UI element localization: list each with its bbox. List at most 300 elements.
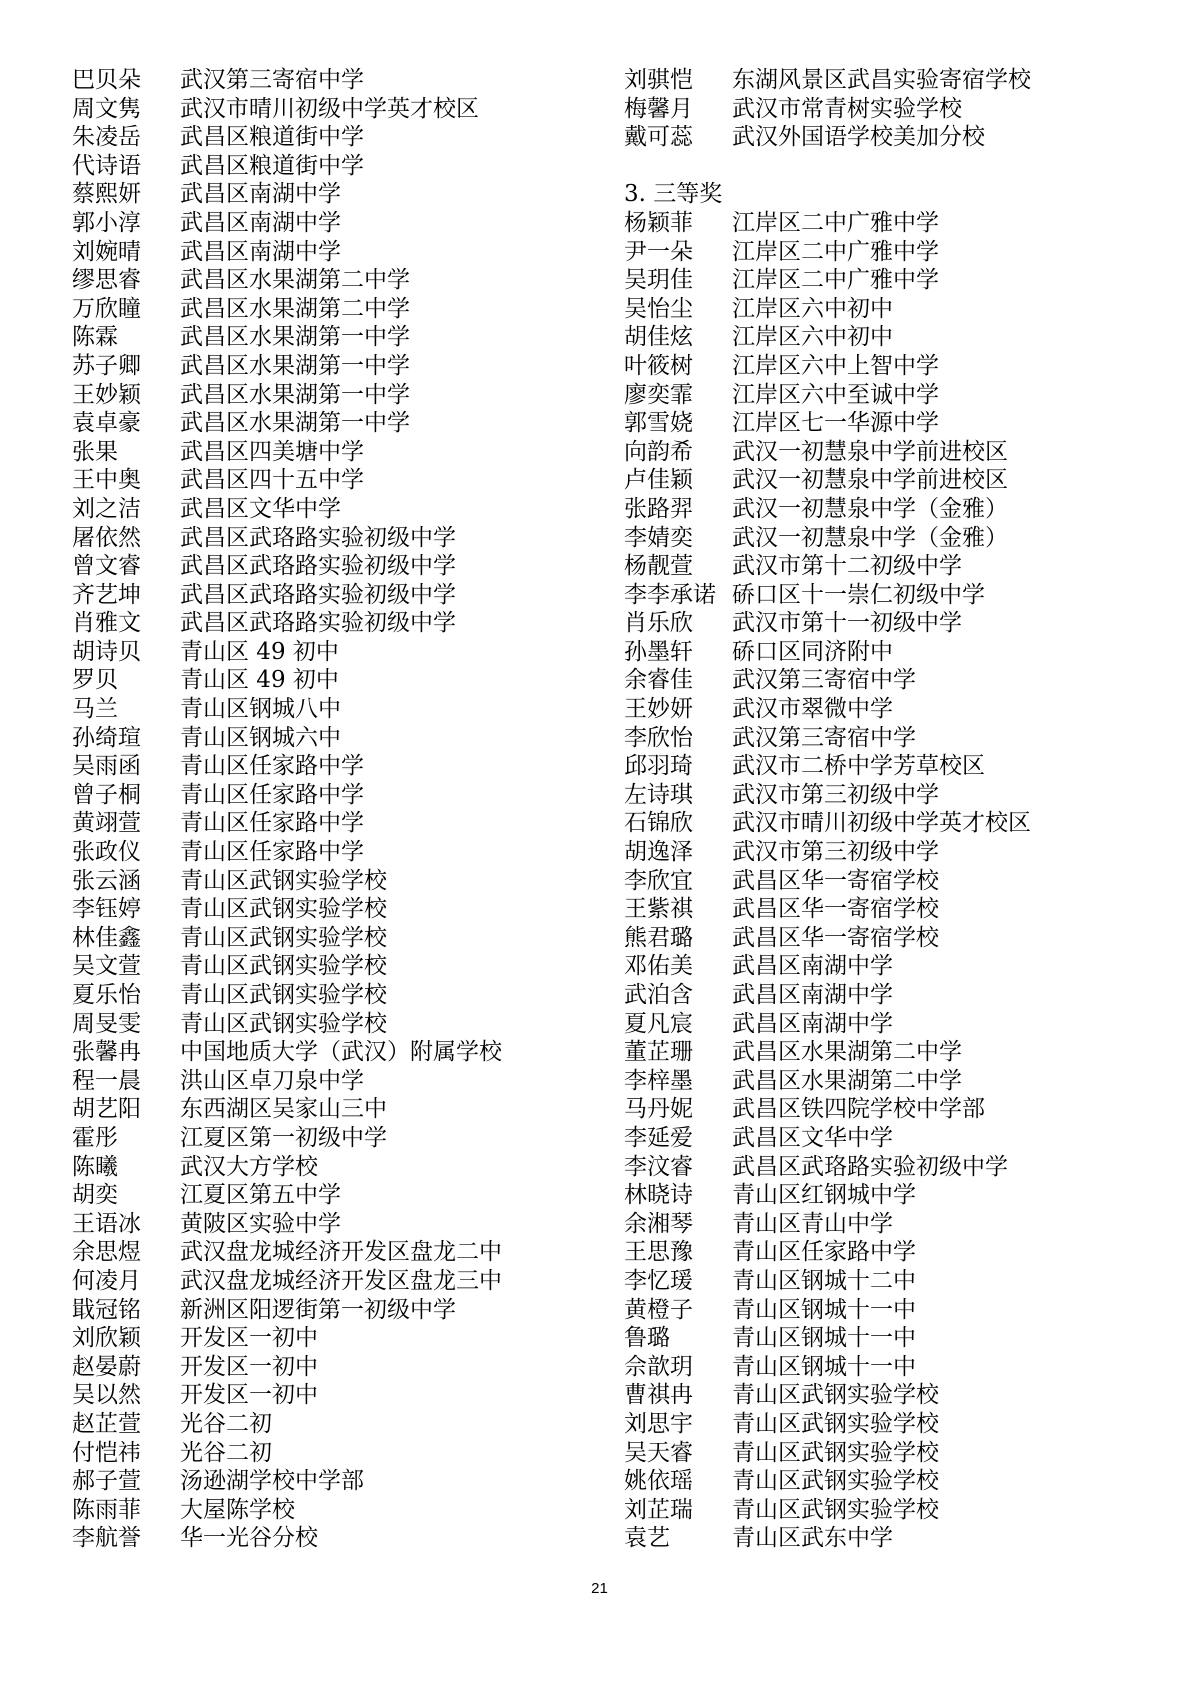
list-item — [624, 952, 1144, 981]
student-name: 林佳鑫 — [72, 924, 141, 951]
list-item — [72, 752, 572, 781]
student-name: 胡逸泽 — [624, 839, 693, 866]
list-item — [624, 1524, 1144, 1553]
school-name: 江岸区六中初中 — [732, 295, 893, 322]
student-name: 杨颖菲 — [624, 209, 693, 236]
school-name: 武汉大方学校 — [180, 1153, 318, 1180]
school-name: 青山区任家路中学 — [180, 839, 364, 866]
list-item — [624, 1381, 1144, 1410]
student-name: 夏乐怡 — [72, 982, 141, 1008]
list-item — [624, 238, 1144, 267]
left-column — [72, 66, 572, 1553]
student-name: 左诗琪 — [624, 781, 693, 808]
list-item — [72, 981, 572, 1010]
school-name: 武昌区四十五中学 — [180, 467, 364, 494]
student-name: 赵芷萱 — [72, 1410, 141, 1437]
school-name: 武昌区文华中学 — [732, 1124, 893, 1151]
student-name: 郭雪娆 — [624, 410, 693, 437]
school-name: 青山区武钢实验学校 — [180, 982, 387, 1008]
school-name: 青山区钢城十一中 — [732, 1325, 916, 1352]
student-name: 胡诗贝 — [72, 638, 141, 665]
school-name: 开发区一初中 — [180, 1353, 318, 1380]
list-item — [72, 266, 572, 295]
list-item — [72, 781, 572, 810]
student-name: 余湘琴 — [624, 1210, 693, 1237]
third-prize-list — [624, 209, 1144, 1553]
list-item — [72, 581, 572, 610]
list-item — [72, 695, 572, 724]
list-item — [72, 609, 572, 638]
school-name: 武汉市晴川初级中学英才校区 — [180, 95, 479, 122]
list-item — [624, 466, 1144, 495]
student-name: 石锦欣 — [624, 810, 693, 837]
student-name: 万欣瞳 — [72, 295, 141, 322]
section-gap — [624, 152, 1144, 181]
school-name: 青山区武东中学 — [732, 1525, 893, 1552]
school-name: 武昌区水果湖第一中学 — [180, 381, 410, 408]
list-item — [72, 1496, 572, 1525]
school-name: 武汉第三寄宿中学 — [180, 67, 364, 93]
student-name: 曾子桐 — [72, 781, 141, 808]
student-name: 尹一朵 — [624, 238, 693, 265]
school-name: 开发区一初中 — [180, 1382, 318, 1409]
list-item — [624, 752, 1144, 781]
school-name: 武汉盘龙城经济开发区盘龙二中 — [180, 1239, 502, 1266]
student-name: 李航誉 — [72, 1525, 141, 1552]
student-name: 孙绮瑄 — [72, 724, 141, 751]
school-name: 青山区武钢实验学校 — [732, 1468, 939, 1495]
school-name: 青山区武钢实验学校 — [732, 1410, 939, 1437]
school-name: 青山区武钢实验学校 — [180, 924, 387, 951]
list-item — [624, 609, 1144, 638]
school-name: 汤逊湖学校中学部 — [180, 1468, 364, 1495]
school-name: 青山区钢城八中 — [180, 696, 341, 723]
school-name: 江岸区六中初中 — [732, 324, 893, 351]
school-name: 青山区 49 初中 — [180, 667, 339, 694]
list-item — [624, 266, 1144, 295]
list-item — [624, 295, 1144, 324]
student-name: 罗贝 — [72, 667, 118, 694]
student-name: 王中奥 — [72, 467, 141, 494]
list-item — [72, 524, 572, 553]
student-name: 刘欣颖 — [72, 1325, 141, 1352]
list-item — [72, 152, 572, 181]
school-name: 武汉市第十二初级中学 — [732, 553, 962, 580]
right-top-list — [624, 66, 1144, 152]
list-item — [624, 323, 1144, 352]
school-name: 江岸区七一华源中学 — [732, 410, 939, 437]
school-name: 江岸区二中广雅中学 — [732, 238, 939, 265]
list-item — [624, 438, 1144, 467]
school-name: 光谷二初 — [180, 1410, 272, 1437]
school-name: 青山区钢城十一中 — [732, 1353, 916, 1380]
student-name: 屠依然 — [72, 524, 141, 551]
list-item — [72, 295, 572, 324]
student-name: 吴以然 — [72, 1382, 141, 1409]
list-item — [72, 123, 572, 152]
list-item — [624, 1238, 1144, 1267]
student-name: 袁卓豪 — [72, 410, 141, 437]
student-name: 胡艺阳 — [72, 1096, 141, 1123]
school-name: 武汉一初慧泉中学（金雅） — [732, 495, 1008, 522]
student-name: 林晓诗 — [624, 1182, 693, 1209]
student-name: 刘之洁 — [72, 495, 141, 522]
school-name: 洪山区卓刀泉中学 — [180, 1067, 364, 1094]
school-name: 武汉市晴川初级中学英才校区 — [732, 810, 1031, 837]
school-name: 青山区青山中学 — [732, 1210, 893, 1237]
student-name: 李欣怡 — [624, 724, 693, 751]
school-name: 中国地质大学（武汉）附属学校 — [180, 1039, 502, 1066]
list-item — [624, 495, 1144, 524]
student-name: 曾文睿 — [72, 553, 141, 580]
list-item — [72, 1353, 572, 1382]
school-name: 东西湖区吴家山三中 — [180, 1096, 387, 1123]
school-name: 武昌区南湖中学 — [732, 982, 893, 1008]
student-name: 蔡熙妍 — [72, 181, 141, 208]
list-item — [72, 1181, 572, 1210]
school-name: 武昌区水果湖第一中学 — [180, 324, 410, 351]
list-item — [624, 1353, 1144, 1382]
list-item — [624, 924, 1144, 953]
list-item — [72, 381, 572, 410]
school-name: 武昌区水果湖第二中学 — [180, 267, 410, 294]
list-item — [624, 581, 1144, 610]
school-name: 武汉市第三初级中学 — [732, 781, 939, 808]
list-item — [72, 1410, 572, 1439]
school-name: 青山区任家路中学 — [180, 810, 364, 837]
list-item — [72, 895, 572, 924]
student-name: 霍彤 — [72, 1124, 118, 1151]
list-item — [624, 1010, 1144, 1039]
list-item — [72, 352, 572, 381]
school-name: 青山区钢城六中 — [180, 724, 341, 751]
school-name: 武汉一初慧泉中学前进校区 — [732, 438, 1008, 465]
student-name: 苏子卿 — [72, 352, 141, 379]
list-item — [72, 952, 572, 981]
student-name: 陈霖 — [72, 324, 118, 351]
student-name: 赵晏蔚 — [72, 1353, 141, 1380]
student-name: 李钰婷 — [72, 896, 141, 923]
student-name: 吴文萱 — [72, 953, 141, 980]
student-name: 郝子萱 — [72, 1468, 141, 1495]
school-name: 武昌区武珞路实验初级中学 — [180, 524, 456, 551]
list-item — [72, 666, 572, 695]
student-name: 向韵希 — [624, 438, 693, 465]
student-name: 鲁璐 — [624, 1325, 670, 1352]
list-item — [72, 1067, 572, 1096]
school-name: 武汉市第三初级中学 — [732, 839, 939, 866]
school-name: 武汉市常青树实验学校 — [732, 95, 962, 122]
school-name: 青山区武钢实验学校 — [732, 1382, 939, 1409]
student-name: 邱羽琦 — [624, 753, 693, 780]
student-name: 吴天睿 — [624, 1439, 693, 1466]
student-name: 王思豫 — [624, 1239, 693, 1266]
student-name: 刘骐恺 — [624, 67, 693, 93]
student-name: 吴玥佳 — [624, 267, 693, 294]
school-name: 武昌区水果湖第一中学 — [180, 352, 410, 379]
student-name: 黄翊萱 — [72, 810, 141, 837]
school-name: 武昌区武珞路实验初级中学 — [180, 581, 456, 608]
student-name: 李欣宜 — [624, 867, 693, 894]
school-name: 青山区任家路中学 — [180, 781, 364, 808]
student-name: 孙墨轩 — [624, 638, 693, 665]
school-name: 大屋陈学校 — [180, 1496, 295, 1523]
school-name: 武汉一初慧泉中学前进校区 — [732, 467, 1008, 494]
school-name: 青山区武钢实验学校 — [180, 896, 387, 923]
student-name: 张果 — [72, 438, 118, 465]
list-item — [624, 381, 1144, 410]
list-item — [72, 638, 572, 667]
school-name: 武昌区华一寄宿学校 — [732, 896, 939, 923]
list-item — [624, 352, 1144, 381]
list-item — [72, 809, 572, 838]
school-name: 青山区钢城十二中 — [732, 1267, 916, 1294]
list-item — [72, 438, 572, 467]
student-name: 刘思宇 — [624, 1410, 693, 1437]
student-name: 张云涵 — [72, 867, 141, 894]
student-name: 代诗语 — [72, 152, 141, 179]
list-item — [624, 1296, 1144, 1325]
list-item — [624, 1095, 1144, 1124]
list-item — [72, 238, 572, 267]
list-item — [72, 552, 572, 581]
school-name: 武昌区南湖中学 — [732, 953, 893, 980]
student-name: 梅馨月 — [624, 95, 693, 122]
student-name: 李汶睿 — [624, 1153, 693, 1180]
student-name: 刘芷瑞 — [624, 1496, 693, 1523]
third-prize-heading: 3. 三等奖 — [624, 181, 723, 208]
list-item — [624, 981, 1144, 1010]
list-item — [72, 867, 572, 896]
list-item — [72, 180, 572, 209]
list-item — [624, 409, 1144, 438]
list-item — [624, 809, 1144, 838]
list-item — [72, 1010, 572, 1039]
school-name: 武昌区南湖中学 — [732, 1010, 893, 1037]
student-name: 张路羿 — [624, 495, 693, 522]
list-item — [624, 666, 1144, 695]
student-name: 戢冠铭 — [72, 1296, 141, 1323]
list-item — [624, 638, 1144, 667]
list-item — [624, 1496, 1144, 1525]
list-item — [72, 66, 572, 95]
list-item — [624, 66, 1144, 95]
school-name: 武汉第三寄宿中学 — [732, 724, 916, 751]
list-item — [624, 867, 1144, 896]
student-name: 朱凌岳 — [72, 124, 141, 151]
student-name: 缪思睿 — [72, 267, 141, 294]
student-name: 姚依瑶 — [624, 1468, 693, 1495]
school-name: 青山区红钢城中学 — [732, 1182, 916, 1209]
list-item — [72, 1238, 572, 1267]
list-item — [624, 1267, 1144, 1296]
list-item — [72, 1324, 572, 1353]
school-name: 青山区武钢实验学校 — [732, 1496, 939, 1523]
student-name: 佘歆玥 — [624, 1353, 693, 1380]
school-name: 青山区钢城十一中 — [732, 1296, 916, 1323]
school-name: 武昌区铁四院学校中学部 — [732, 1096, 985, 1123]
school-name: 黄陂区实验中学 — [180, 1210, 341, 1237]
school-name: 青山区武钢实验学校 — [180, 867, 387, 894]
list-item — [72, 1439, 572, 1468]
list-item — [72, 1038, 572, 1067]
student-name: 余思煜 — [72, 1239, 141, 1266]
school-name: 青山区 49 初中 — [180, 638, 339, 665]
school-name: 武昌区武珞路实验初级中学 — [732, 1153, 1008, 1180]
student-name: 王语冰 — [72, 1210, 141, 1237]
student-name: 巴贝朵 — [72, 67, 141, 93]
list-item — [72, 838, 572, 867]
school-name: 武汉外国语学校美加分校 — [732, 124, 985, 151]
student-name: 李梓墨 — [624, 1067, 693, 1094]
school-name: 东湖风景区武昌实验寄宿学校 — [732, 67, 1031, 93]
list-item — [624, 1067, 1144, 1096]
student-name: 齐艺坤 — [72, 581, 141, 608]
school-name: 江岸区六中至诚中学 — [732, 381, 939, 408]
student-name: 熊君璐 — [624, 924, 693, 951]
school-name: 武昌区南湖中学 — [180, 181, 341, 208]
list-item — [72, 1210, 572, 1239]
student-name: 邓佑美 — [624, 953, 693, 980]
school-name: 武汉第三寄宿中学 — [732, 667, 916, 694]
list-item — [624, 695, 1144, 724]
student-name: 董芷珊 — [624, 1039, 693, 1066]
student-name: 王妙妍 — [624, 696, 693, 723]
school-name: 武汉市第十一初级中学 — [732, 610, 962, 637]
school-name: 江岸区二中广雅中学 — [732, 209, 939, 236]
student-name: 付恺祎 — [72, 1439, 141, 1466]
school-name: 江岸区二中广雅中学 — [732, 267, 939, 294]
student-name: 刘婉晴 — [72, 238, 141, 265]
student-name: 肖乐欣 — [624, 610, 693, 637]
list-item — [72, 209, 572, 238]
list-item — [72, 724, 572, 753]
student-name: 周文隽 — [72, 95, 141, 122]
school-name: 武昌区水果湖第一中学 — [180, 410, 410, 437]
school-name: 武汉一初慧泉中学（金雅） — [732, 524, 1008, 551]
school-name: 青山区武钢实验学校 — [180, 953, 387, 980]
school-name: 武昌区文华中学 — [180, 495, 341, 522]
list-item — [624, 1181, 1144, 1210]
list-item — [72, 1095, 572, 1124]
school-name: 武昌区华一寄宿学校 — [732, 867, 939, 894]
school-name: 青山区武钢实验学校 — [180, 1010, 387, 1037]
list-item — [624, 1038, 1144, 1067]
student-name: 程一晨 — [72, 1067, 141, 1094]
list-item — [72, 1524, 572, 1553]
list-item — [624, 552, 1144, 581]
school-name: 青山区武钢实验学校 — [732, 1439, 939, 1466]
student-name: 陈曦 — [72, 1153, 118, 1180]
school-name: 武昌区南湖中学 — [180, 209, 341, 236]
school-name: 武昌区水果湖第二中学 — [732, 1067, 962, 1094]
school-name: 华一光谷分校 — [180, 1525, 318, 1552]
list-item — [624, 123, 1144, 152]
school-name: 硚口区十一崇仁初级中学 — [732, 581, 985, 608]
list-item — [624, 1439, 1144, 1468]
list-item — [624, 209, 1144, 238]
school-name: 武昌区四美塘中学 — [180, 438, 364, 465]
list-item — [624, 1410, 1144, 1439]
school-name: 青山区任家路中学 — [180, 753, 364, 780]
list-item — [624, 724, 1144, 753]
student-name: 杨靓萱 — [624, 553, 693, 580]
list-item — [624, 1153, 1144, 1182]
student-name: 李婧奕 — [624, 524, 693, 551]
student-name: 郭小淳 — [72, 209, 141, 236]
school-name: 光谷二初 — [180, 1439, 272, 1466]
page-number: 21 — [591, 1580, 608, 1597]
list-item — [72, 1467, 572, 1496]
list-item — [72, 323, 572, 352]
school-name: 江岸区六中上智中学 — [732, 352, 939, 379]
student-name: 张馨冉 — [72, 1039, 141, 1066]
list-item — [72, 924, 572, 953]
student-name: 胡奕 — [72, 1182, 118, 1209]
list-item — [72, 95, 572, 124]
school-name: 武昌区武珞路实验初级中学 — [180, 610, 456, 637]
list-item — [72, 466, 572, 495]
school-name: 武昌区粮道街中学 — [180, 124, 364, 151]
student-name: 肖雅文 — [72, 610, 141, 637]
list-item — [624, 524, 1144, 553]
student-name: 夏凡宸 — [624, 1010, 693, 1037]
student-name: 王妙颖 — [72, 381, 141, 408]
student-name: 胡佳炫 — [624, 324, 693, 351]
student-name: 曹祺冉 — [624, 1382, 693, 1409]
school-name: 武汉市二桥中学芳草校区 — [732, 753, 985, 780]
school-name: 武昌区粮道街中学 — [180, 152, 364, 179]
school-name: 硚口区同济附中 — [732, 638, 893, 665]
student-name: 李忆瑗 — [624, 1267, 693, 1294]
list-item — [624, 1324, 1144, 1353]
school-name: 武昌区武珞路实验初级中学 — [180, 553, 456, 580]
student-name: 武泊含 — [624, 982, 693, 1008]
student-name: 吴怡尘 — [624, 295, 693, 322]
student-name: 廖奕霏 — [624, 381, 693, 408]
list-item — [72, 1381, 572, 1410]
school-name: 武昌区水果湖第二中学 — [180, 295, 410, 322]
list-item — [624, 1467, 1144, 1496]
list-item — [624, 781, 1144, 810]
school-name: 武昌区华一寄宿学校 — [732, 924, 939, 951]
student-name: 袁艺 — [624, 1525, 670, 1552]
list-item — [72, 495, 572, 524]
student-name: 陈雨菲 — [72, 1496, 141, 1523]
school-name: 江夏区第五中学 — [180, 1182, 341, 1209]
list-item — [72, 1296, 572, 1325]
list-item — [72, 1124, 572, 1153]
school-name: 武昌区水果湖第二中学 — [732, 1039, 962, 1066]
list-item — [624, 95, 1144, 124]
student-name: 黄橙子 — [624, 1296, 693, 1323]
student-name: 周旻雯 — [72, 1010, 141, 1037]
student-name: 吴雨函 — [72, 753, 141, 780]
student-name: 张政仪 — [72, 839, 141, 866]
school-name: 青山区任家路中学 — [732, 1239, 916, 1266]
school-name: 武汉市翠微中学 — [732, 696, 893, 723]
school-name: 江夏区第一初级中学 — [180, 1124, 387, 1151]
student-name: 何凌月 — [72, 1267, 141, 1294]
list-item — [72, 409, 572, 438]
list-item — [624, 1210, 1144, 1239]
student-name: 叶筱树 — [624, 352, 693, 379]
student-name: 马丹妮 — [624, 1096, 693, 1123]
student-name: 马兰 — [72, 696, 118, 723]
school-name: 新洲区阳逻街第一初级中学 — [180, 1296, 456, 1323]
student-name: 李延爱 — [624, 1124, 693, 1151]
list-item — [624, 895, 1144, 924]
